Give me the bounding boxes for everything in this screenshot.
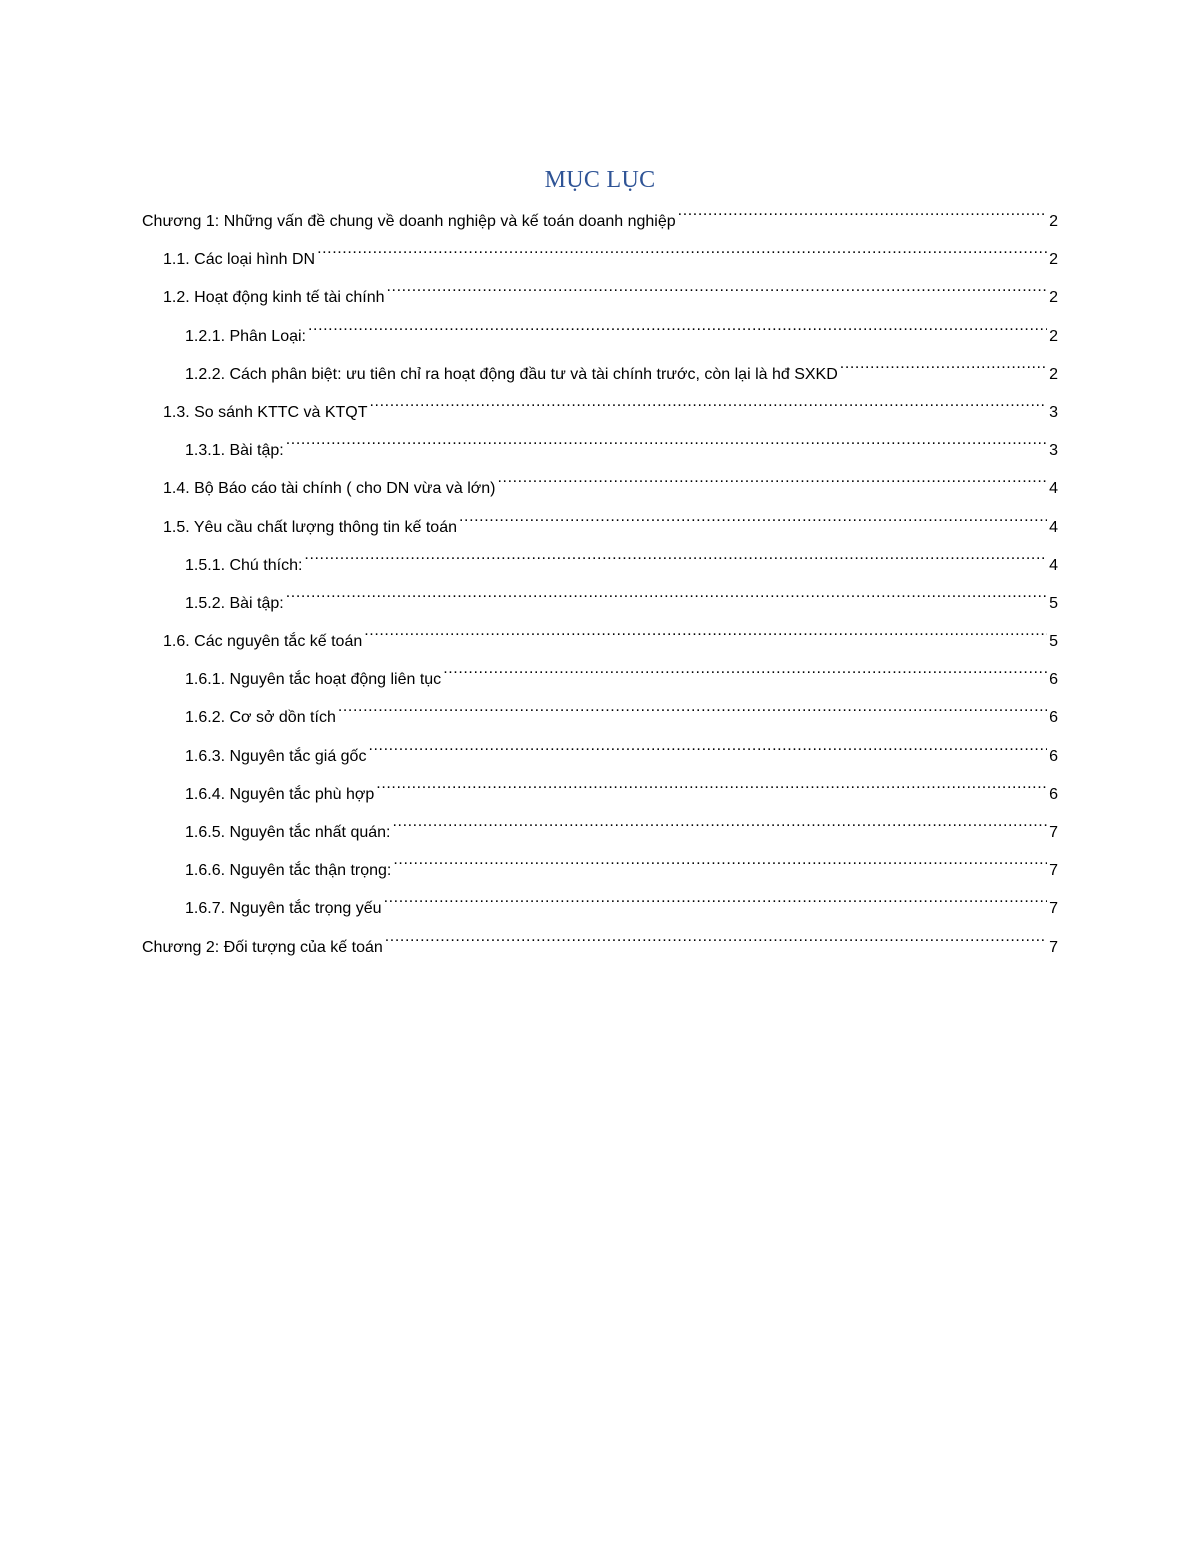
- toc-title: MỤC LỤC: [544, 167, 656, 193]
- toc-page-number: 3: [1049, 403, 1058, 421]
- toc-entry[interactable]: [142, 272, 1058, 310]
- toc-entry-text: Chương 1: Những vấn đề chung về doanh nghiệp và kế toán doanh nghiệp: [142, 213, 676, 230]
- toc-entry[interactable]: [142, 463, 1058, 501]
- toc-dot-leader: [392, 807, 1047, 837]
- toc-entry-text: 1.5.2. Bài tập:: [185, 594, 284, 612]
- toc-entry[interactable]: [142, 845, 1058, 883]
- toc-entry[interactable]: [142, 807, 1058, 845]
- toc-page-number: 6: [1049, 709, 1058, 727]
- toc-page-number: 4: [1049, 480, 1058, 498]
- toc-entry[interactable]: [142, 616, 1058, 654]
- toc-dot-leader: [364, 616, 1047, 646]
- toc-entry[interactable]: [142, 692, 1058, 730]
- toc-dot-leader: [308, 311, 1047, 341]
- toc-page-number: 4: [1049, 518, 1058, 536]
- toc-dot-leader: [497, 463, 1047, 493]
- toc-page-number: 7: [1049, 824, 1058, 841]
- toc-entry-text: 1.6.5. Nguyên tắc nhất quán:: [185, 824, 391, 841]
- toc-dot-leader: [368, 731, 1047, 761]
- toc-page-number: 7: [1049, 862, 1058, 880]
- toc-page-number: 4: [1049, 556, 1058, 574]
- toc-dot-leader: [376, 769, 1047, 799]
- toc-list: [142, 196, 1058, 960]
- toc-dot-leader: [385, 922, 1047, 952]
- toc-entry-text: 1.5. Yêu cầu chất lượng thông tin kế toán: [163, 518, 457, 536]
- toc-page-number: 5: [1049, 633, 1058, 651]
- toc-entry-text: 1.2. Hoạt động kinh tế tài chính: [163, 289, 385, 307]
- toc-entry-text: 1.4. Bộ Báo cáo tài chính ( cho DN vừa và lớn): [163, 480, 496, 498]
- toc-entry-text: 1.6.3. Nguyên tắc giá gốc: [185, 747, 367, 765]
- toc-dot-leader: [459, 502, 1047, 532]
- toc-entry-text: 1.2.1. Phân Loại:: [185, 327, 306, 345]
- toc-entry[interactable]: [142, 387, 1058, 425]
- toc-page-number: 7: [1049, 900, 1058, 918]
- toc-entry[interactable]: [142, 502, 1058, 540]
- toc-dot-leader: [338, 692, 1047, 722]
- toc-dot-leader: [678, 196, 1047, 226]
- toc-entry-text: 1.6.4. Nguyên tắc phù hợp: [185, 785, 375, 803]
- toc-entry[interactable]: [142, 425, 1058, 463]
- toc-dot-leader: [286, 578, 1047, 608]
- toc-dot-leader: [317, 234, 1047, 264]
- toc-entry-text: 1.2.2. Cách phân biệt: ưu tiên chỉ ra hoạt động đầu tư và tài chính trước, còn lại là hđ SXKD: [185, 365, 838, 383]
- toc-entry[interactable]: [142, 922, 1058, 960]
- toc-entry[interactable]: [142, 578, 1058, 616]
- toc-entry-text: 1.3. So sánh KTTC và KTQT: [163, 403, 368, 421]
- toc-dot-leader: [286, 425, 1047, 455]
- toc-page-number: 3: [1049, 442, 1058, 460]
- toc-page-number: 2: [1049, 365, 1058, 383]
- toc-page-number: 6: [1049, 747, 1058, 765]
- toc-entry-text: 1.3.1. Bài tập:: [185, 442, 284, 460]
- toc-page-number: 2: [1049, 289, 1058, 307]
- toc-dot-leader: [370, 387, 1048, 417]
- toc-page-number: 2: [1049, 327, 1058, 345]
- toc-entry[interactable]: [142, 654, 1058, 692]
- toc-entry[interactable]: [142, 540, 1058, 578]
- toc-dot-leader: [393, 845, 1047, 875]
- toc-entry-text: 1.6.1. Nguyên tắc hoạt động liên tục: [185, 671, 442, 689]
- toc-entry[interactable]: [142, 349, 1058, 387]
- toc-entry[interactable]: [142, 731, 1058, 769]
- toc-entry-text: 1.6.2. Cơ sở dồn tích: [185, 709, 336, 727]
- toc-entry[interactable]: [142, 196, 1058, 234]
- toc-dot-leader: [304, 540, 1047, 570]
- toc-entry-text: 1.1. Các loại hình DN: [163, 251, 316, 269]
- toc-entry-text: Chương 2: Đối tượng của kế toán: [142, 938, 383, 956]
- toc-page-number: 6: [1049, 671, 1058, 689]
- toc-entry[interactable]: [142, 311, 1058, 349]
- toc-entry[interactable]: [142, 234, 1058, 272]
- toc-dot-leader: [384, 883, 1048, 913]
- toc-entry-text: 1.6.7. Nguyên tắc trọng yếu: [185, 900, 382, 918]
- toc-page-number: 2: [1049, 213, 1058, 230]
- toc-page-number: 6: [1049, 785, 1058, 803]
- toc-entry-text: 1.6.6. Nguyên tắc thận trọng:: [185, 862, 392, 880]
- toc-page-number: 5: [1049, 594, 1058, 612]
- toc-entry[interactable]: [142, 883, 1058, 921]
- toc-entry-text: 1.6. Các nguyên tắc kế toán: [163, 633, 363, 651]
- toc-dot-leader: [840, 349, 1047, 379]
- toc-page-number: 7: [1049, 938, 1058, 956]
- toc-entry-text: 1.5.1. Chú thích:: [185, 556, 303, 574]
- toc-dot-leader: [386, 272, 1047, 302]
- toc-dot-leader: [443, 654, 1047, 684]
- toc-page-number: 2: [1049, 251, 1058, 269]
- toc-entry[interactable]: [142, 769, 1058, 807]
